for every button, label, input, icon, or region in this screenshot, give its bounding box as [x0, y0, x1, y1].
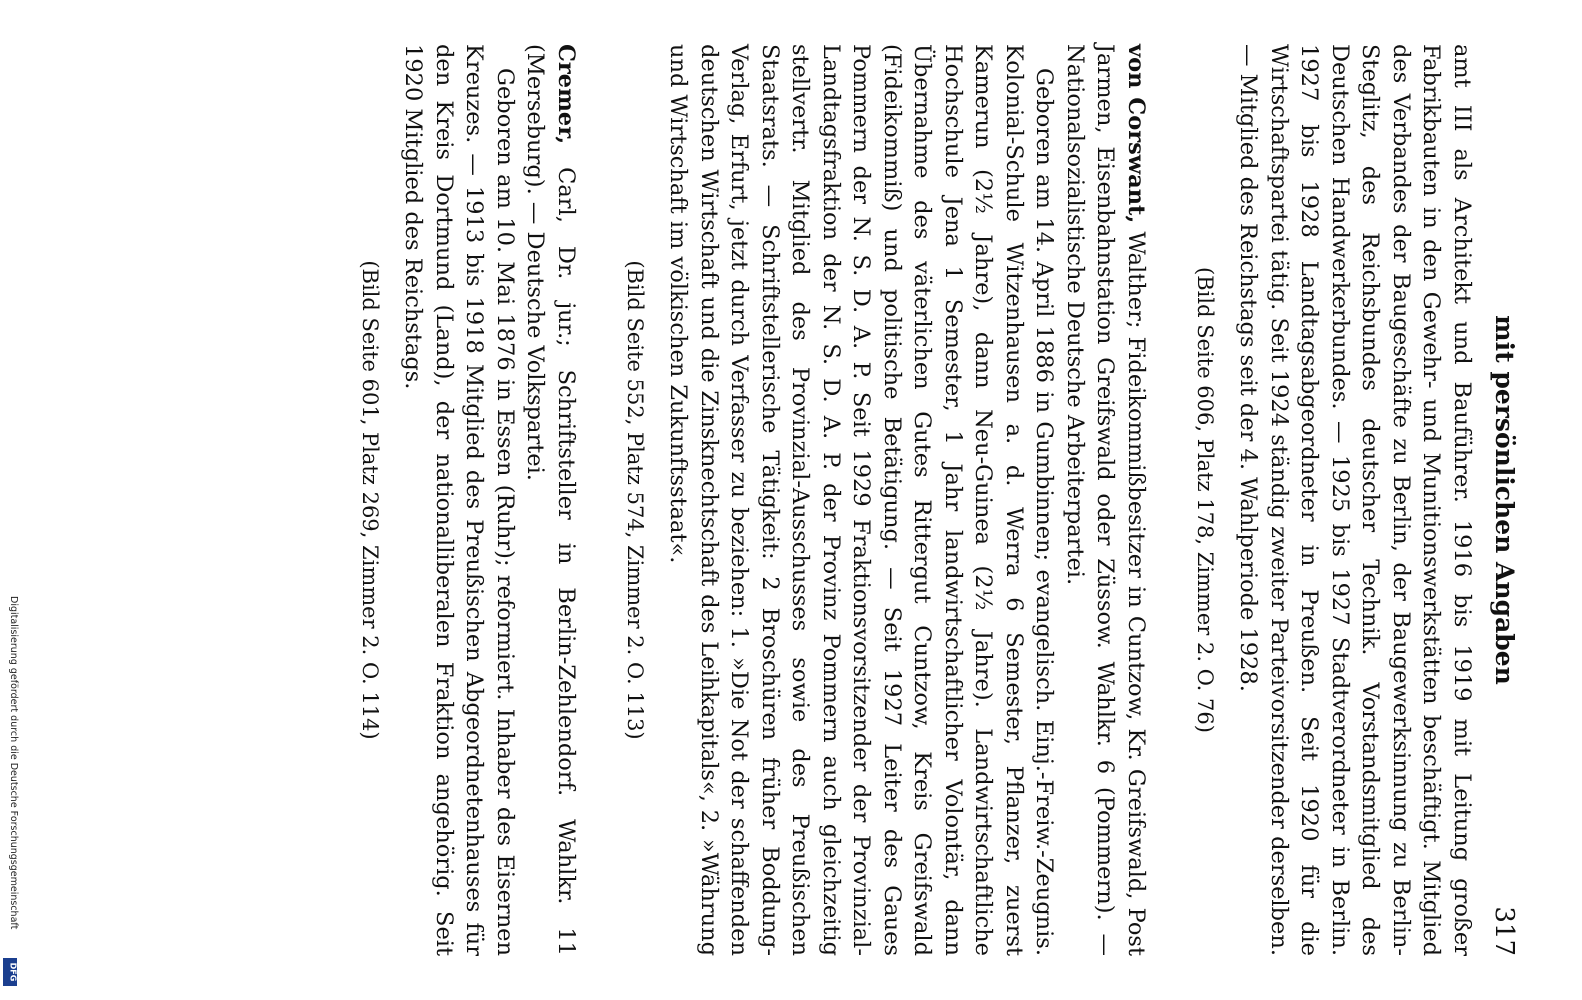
entry-intro: Walther; Fideikommißbesitzer in Cuntzow, Kr. Greifswald, Post Jarmen, Eisenbahnstation Greifswald oder Züssow. Wahlkr. 6 (Pommern). — Nationalsozialistische Deutsche Arbeiterpartei.: [1062, 44, 1149, 956]
digitization-credit-text: Digitalisierung gefördert durch die Deutsche Forschungsgemeinschaft: [8, 596, 19, 930]
entry-heading-paragraph: [1060, 44, 1152, 956]
biography-entry-continued: [1233, 44, 1477, 956]
photo-reference: (Bild Seite 601, Platz 269, Zimmer 2. O. 114): [358, 260, 382, 740]
member-name: von Corswant,: [1123, 44, 1149, 224]
page-number: 317: [1489, 906, 1519, 956]
photo-reference: (Bild Seite 552, Platz 574, Zimmer 2. O. 113): [623, 260, 647, 740]
dfg-logo: [3, 958, 17, 986]
photo-reference: (Bild Seite 606, Platz 178, Zimmer 2. O. 76): [1193, 267, 1217, 733]
entry-intro: Carl, Dr. jur.; Schriftsteller in Berlin-Zehlendorf. Wahlkr. 11 (Merseburg). — Deutsche Volkspartei.: [522, 44, 579, 956]
biography-entry-corswant: [663, 44, 1151, 956]
digitization-credit: [2, 596, 22, 996]
dfg-logo-text: DFG: [8, 962, 18, 982]
rotated-document-page: [27, 0, 1547, 1000]
biography-entry-cremer: [398, 44, 581, 956]
entry-biography: Geboren am 14. April 1886 in Gumbinnen; evangelisch. Einj.-Freiw.-Zeugnis. Kolonial-Schule Witzenhausen a. d. Werra 6 Semester, Pflanzer, zuerst Kamerun (2½ Jahre), dann Neu-Guinea (2½ Jahre). Landwirtschaftliche Hochschule Jena 1 Semester, 1 Jahr landwirtschaftlicher Volontär, dann Übernahme des väterlichen Gutes Rittergut Cuntzow, Kreis Greifswald (Fideikommiß) und politische Betätigung. — Seit 1927 Leiter des Gaues Pommern der N. S. D. A. P. Seit 1929 Fraktionsvorsitzender der Provinzial-Landtagsfraktion der N. S. D. A. P. der Provinz Pommern auch gleichzeitig stellvertr. Mitglied des Provinzial-Ausschusses sowie des Preußischen Staatsrats. — Schriftstellerische Tätigkeit: 2 Broschüren früher Boddung-Verlag, Erfurt, jetzt durch Verfasser zu beziehen: 1. »Die Not der schaffenden deutschen Wirtschaft und die Zinsknechtschaft des Leihkapitals«, 2. »Währung und Wirtschaft im völkischen Zukunftsstaat«.: [665, 44, 1058, 956]
entry-text: amt III als Architekt und Bauführer. 1916 bis 1919 mit Leitung großer Fabrikbauten in den Gewehr- und Munitionswerkstätten beschäftigt. Mitglied des Verbandes der Baugeschäfte zu Berlin, der Baugewerksinnung zu Berlin-Steglitz, des Reichsbundes deutscher Technik. Vorstandsmitglied des Deutschen Handwerkerbundes. — 1925 bis 1927 Stadtverordneter in Berlin. 1927 bis 1928 Landtagsabgeordneter in Preußen. Seit 1920 für die Wirtschaftspartei tätig. Seit 1924 ständig zweiter Parteivorsitzender derselben. — Mitglied des Reichstags seit der 4. Wahlperiode 1928.: [1235, 44, 1475, 956]
entry-biography: Geboren am 10. Mai 1876 in Essen (Ruhr); reformiert. Inhaber des Eisernen Kreuzes. — 1913 bis 1918 Mitglied des Preußischen Abgeordnetenhauses für den Kreis Dortmund (Land), der nationalliberalen Fraktion angehörig. Seit 1920 Mitglied des Reichstags.: [400, 44, 518, 956]
running-title: mit persönlichen Angaben: [1490, 315, 1519, 685]
entry-heading-paragraph: [520, 44, 581, 956]
member-name: Cremer,: [553, 44, 579, 145]
page-header: [1477, 44, 1521, 956]
